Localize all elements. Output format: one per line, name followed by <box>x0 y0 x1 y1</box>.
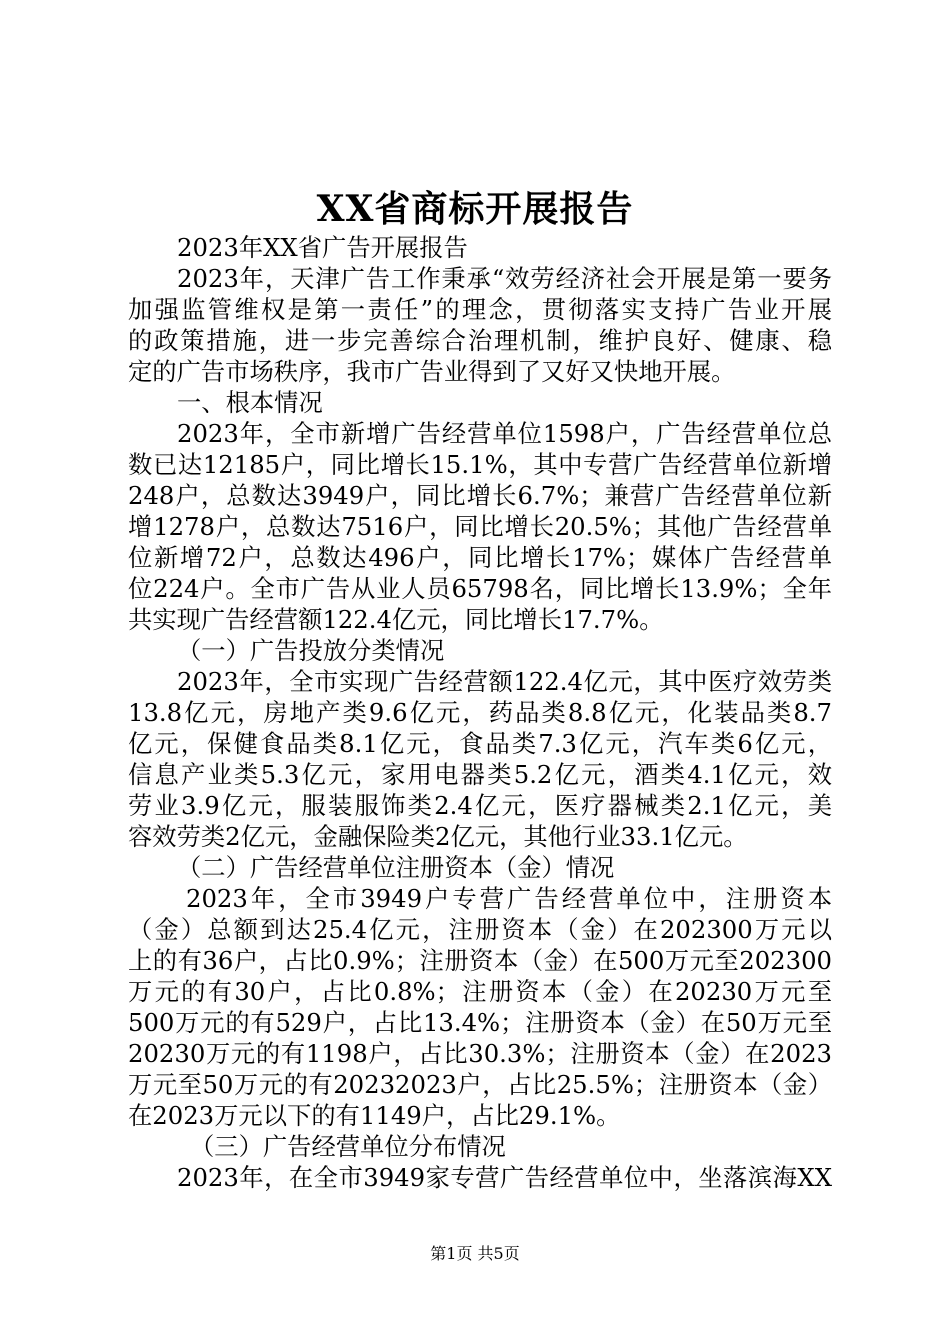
paragraph-line: 劳业3.9亿元，服装服饰类2.4亿元，医疗器械类2.1亿元，美 <box>128 791 832 820</box>
paragraph-line: 248户，总数达3949户，同比增长6.7%；兼营广告经营单位新 <box>128 481 832 510</box>
paragraph-line: 的政策措施，进一步完善综合治理机制，维护良好、健康、稳 <box>128 326 832 355</box>
paragraph-line: 上的有36户，占比0.9%；注册资本（金）在500万元至202300 <box>128 946 832 975</box>
paragraph-line: 增1278户，总数达7516户，同比增长20.5%；其他广告经营单 <box>128 512 832 541</box>
paragraph-line: 2023年，全市实现广告经营额122.4亿元，其中医疗效劳类 <box>177 667 832 696</box>
subsection-heading: （一）广告投放分类情况 <box>177 636 445 665</box>
subsection-heading: （二）广告经营单位注册资本（金）情况 <box>177 853 615 882</box>
paragraph-line: 2023年，天津广告工作秉承“效劳经济社会开展是第一要务 <box>177 264 832 293</box>
paragraph-line: 2023年，全市3949户专营广告经营单位中，注册资本 <box>186 884 832 913</box>
document-body <box>128 232 832 1193</box>
paragraph-line: 共实现广告经营额122.4亿元，同比增长17.7%。 <box>128 605 664 634</box>
paragraph-line: 万元的有30户，占比0.8%；注册资本（金）在20230万元至 <box>128 977 832 1006</box>
paragraph-line: 位224户。全市广告从业人员65798名，同比增长13.9%；全年 <box>128 574 832 603</box>
subtitle-line: 2023年XX省广告开展报告 <box>177 233 468 262</box>
paragraph-line: 2023年，全市新增广告经营单位1598户，广告经营单位总 <box>177 419 832 448</box>
paragraph-line: 加强监管维权是第一责任”的理念，贯彻落实支持广告业开展 <box>128 295 832 324</box>
paragraph-line: 位新增72户，总数达496户，同比增长17%；媒体广告经营单 <box>128 543 832 572</box>
subsection-heading: （三）广告经营单位分布情况 <box>190 1132 506 1161</box>
paragraph-line: 亿元，保健食品类8.1亿元，食品类7.3亿元，汽车类6亿元， <box>128 729 832 758</box>
page-footer: 第1页 共5页 <box>430 1244 520 1263</box>
paragraph-line: 数已达12185户，同比增长15.1%，其中专营广告经营单位新增 <box>128 450 832 479</box>
paragraph-line: 在2023万元以下的有1149户，占比29.1%。 <box>128 1101 621 1130</box>
paragraph-line: 13.8亿元，房地产类9.6亿元，药品类8.8亿元，化装品类8.7 <box>128 698 832 727</box>
paragraph-line: （金）总额到达25.4亿元，注册资本（金）在202300万元以 <box>128 915 832 944</box>
section-heading: 一、根本情况 <box>177 388 323 417</box>
paragraph-line: 500万元的有529户，占比13.4%；注册资本（金）在50万元至 <box>128 1008 832 1037</box>
paragraph-line: 定的广告市场秩序，我市广告业得到了又好又快地开展。 <box>128 357 736 386</box>
paragraph-line: 2023年，在全市3949家专营广告经营单位中，坐落滨海XX <box>177 1163 832 1192</box>
paragraph-line: 信息产业类5.3亿元，家用电器类5.2亿元，酒类4.1亿元，效 <box>128 760 832 789</box>
document-title: XX省商标开展报告 <box>316 188 634 230</box>
paragraph-line: 容效劳类2亿元，金融保险类2亿元，其他行业33.1亿元。 <box>128 822 748 851</box>
paragraph-line: 万元至50万元的有20232023户，占比25.5%；注册资本（金） <box>128 1070 832 1099</box>
paragraph-line: 20230万元的有1198户，占比30.3%；注册资本（金）在2023 <box>128 1039 832 1068</box>
